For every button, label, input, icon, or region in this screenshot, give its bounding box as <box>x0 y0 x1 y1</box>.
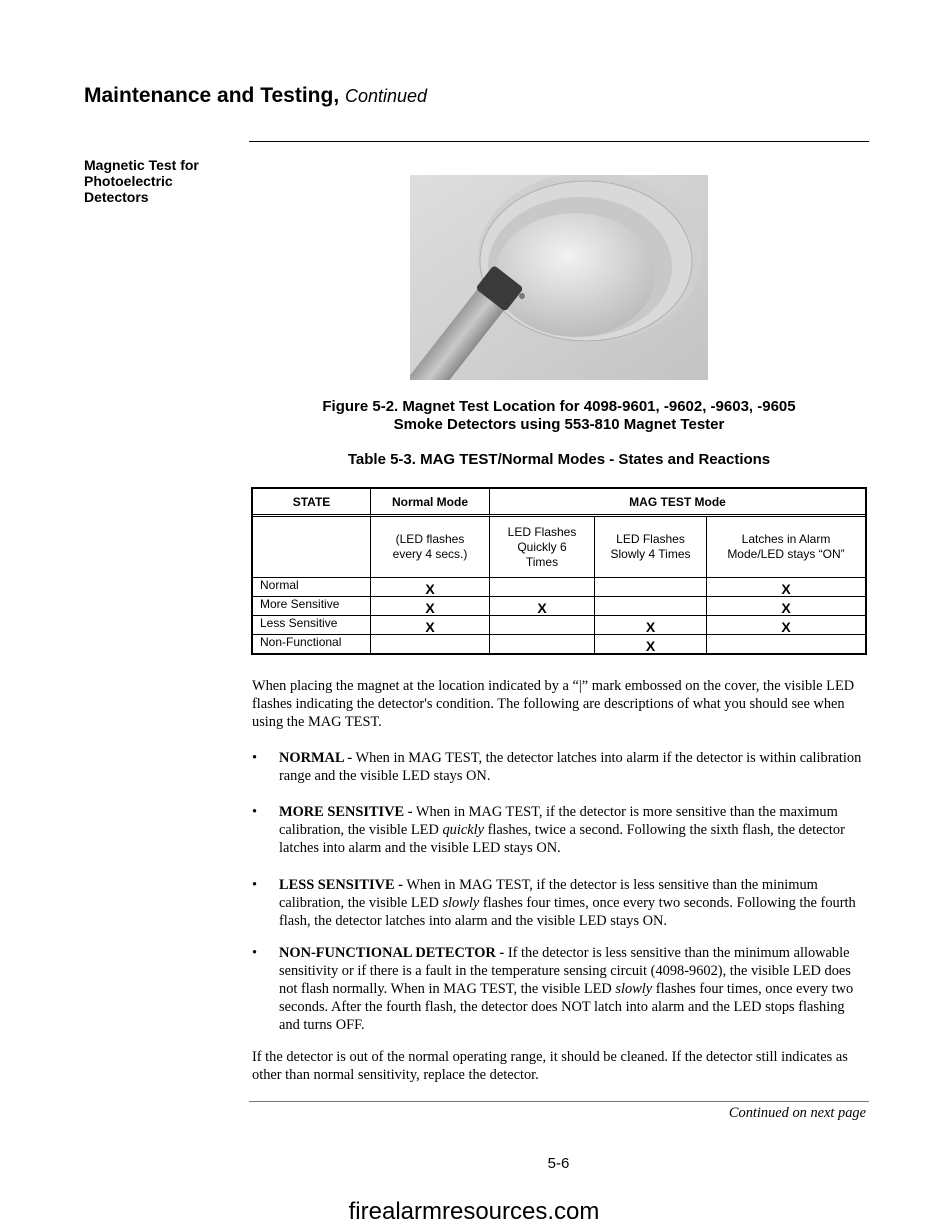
top-divider <box>249 141 869 142</box>
bullet-body: flashes, twice a second. Following the sixth flash, the detector latches into alarm and the visible LED stays ON. <box>279 822 845 856</box>
table-row <box>253 616 865 635</box>
bullet-label: NON-FUNCTIONAL DETECTOR - <box>279 945 505 961</box>
cell-latch: X <box>707 616 865 635</box>
side-heading-line: Magnetic Test for <box>84 157 199 173</box>
subheader-empty-cell <box>253 517 371 578</box>
cell-slow: X <box>595 635 707 653</box>
bullet-label: LESS SENSITIVE - <box>279 877 403 893</box>
bullet-less-sensitive <box>252 876 866 930</box>
bullet-emphasis: slowly <box>615 981 653 997</box>
cell-quick <box>490 578 595 597</box>
bullet-dot-icon: • <box>252 804 258 820</box>
cell-latch <box>707 635 865 653</box>
bullet-body: When in MAG TEST, if the detector is more sensitive than the maximum calibration, the visible LED <box>279 804 838 838</box>
bullet-label: NORMAL - <box>279 750 353 766</box>
bullet-body: When in MAG TEST, the detector latches into alarm if the detector is within calibration range and the visible LED stays ON. <box>279 750 862 784</box>
header-continued-text: Continued <box>345 86 428 106</box>
subheader-latch-alarm <box>707 517 865 578</box>
subheader-normal-led <box>371 517 490 578</box>
col-header-state: STATE <box>253 489 371 517</box>
closing-paragraph: If the detector is out of the normal operating range, it should be cleaned. If the detector still indicates as other than normal sensitivity, replace the detector. <box>252 1049 848 1083</box>
bullet-body: flashes four times, once every two seconds. Following the fourth flash, the detector latches into alarm and the visible LED stays ON. <box>279 895 856 929</box>
table-title: Table 5-3. MAG TEST/Normal Modes - States and Reactions <box>347 451 771 468</box>
table-row <box>253 578 865 597</box>
bottom-divider <box>249 1101 869 1102</box>
page-number: 5-6 <box>547 1155 570 1172</box>
smoke-detector-photo <box>410 175 708 380</box>
cell-slow <box>595 578 707 597</box>
cell-normal: X <box>371 616 490 635</box>
cell-slow <box>595 597 707 616</box>
figure-caption-line: Smoke Detectors using 553-810 Magnet Tester <box>393 416 725 433</box>
embossed-mark-symbol: | <box>578 678 582 694</box>
bullet-dot-icon: • <box>252 945 258 961</box>
row-state: Normal <box>253 578 371 597</box>
bullet-body: flashes four times, once every two seconds. After the fourth flash, the detector does NOT latch into alarm and the LED stops flashing and turns OFF. <box>279 981 854 1033</box>
row-state: Less Sensitive <box>253 616 371 635</box>
subheader-quick-flash <box>490 517 595 578</box>
bullet-dot-icon: • <box>252 750 258 766</box>
table-header-row <box>253 489 865 517</box>
header-title-text: Maintenance and Testing, <box>84 84 340 107</box>
intro-text: ” mark embossed on the cover, the visible LED flashes indicating the detector's condition. The following are descriptions of what you should see when using the MAG TEST. <box>252 678 855 730</box>
figure-caption-line: Figure 5-2. Magnet Test Location for 4098-9601, -9602, -9603, -9605 <box>322 398 796 415</box>
bullet-body: When in MAG TEST, if the detector is less sensitive than the minimum calibration, the visible LED <box>279 877 818 911</box>
subheader-line: Latches in Alarm <box>741 532 831 546</box>
subheader-line: LED Flashes <box>616 532 685 546</box>
bullet-text <box>279 803 866 857</box>
figure-caption <box>249 398 869 434</box>
col-header-normal-mode: Normal Mode <box>371 489 490 517</box>
table-row <box>253 635 865 653</box>
cell-normal: X <box>371 578 490 597</box>
col-header-mag-test-mode: MAG TEST Mode <box>490 489 865 517</box>
section-side-heading <box>84 157 234 205</box>
subheader-slow-flash <box>595 517 707 578</box>
bullet-non-functional <box>252 944 866 1034</box>
subheader-line: every 4 secs.) <box>392 547 468 561</box>
cell-slow: X <box>595 616 707 635</box>
subheader-line: Mode/LED stays “ON” <box>727 547 845 561</box>
intro-text: When placing the magnet at the location indicated by a “ <box>252 678 579 694</box>
footer-watermark-url: firealarmresources.com <box>348 1198 600 1225</box>
subheader-line: Slowly 4 Times <box>610 547 691 561</box>
states-reactions-table <box>251 487 867 655</box>
cell-normal: X <box>371 597 490 616</box>
subheader-line: LED Flashes <box>507 524 577 539</box>
subheader-line: (LED flashes <box>395 532 465 546</box>
bullet-text <box>279 944 866 1034</box>
bullet-text <box>279 749 866 785</box>
bullet-emphasis: quickly <box>442 822 485 838</box>
side-heading-line: Detectors <box>84 189 149 205</box>
row-state: Non-Functional <box>253 635 371 653</box>
table-subheader-row <box>253 517 865 578</box>
bullet-more-sensitive <box>252 803 866 857</box>
bullet-emphasis: slowly <box>442 895 480 911</box>
bullet-dot-icon: • <box>252 877 258 893</box>
table-row <box>253 597 865 616</box>
cell-quick <box>490 635 595 653</box>
cell-latch: X <box>707 578 865 597</box>
cell-quick: X <box>490 597 595 616</box>
side-heading-line: Photoelectric <box>84 173 173 189</box>
cell-latch: X <box>707 597 865 616</box>
subheader-line: Times <box>525 554 559 569</box>
bullet-normal <box>252 749 866 785</box>
cell-quick <box>490 616 595 635</box>
bullet-label: MORE SENSITIVE - <box>279 804 413 820</box>
page-header-title <box>84 84 427 108</box>
row-state: More Sensitive <box>253 597 371 616</box>
bullet-text <box>279 876 866 930</box>
intro-paragraph <box>252 677 866 731</box>
bullet-body: If the detector is less sensitive than the minimum allowable sensitivity or if there is a fault in the temperature sensing circuit (4098-9602), the visible LED does not flash normally. When in MAG TEST, the visible LED <box>279 945 851 997</box>
subheader-line: Quickly 6 <box>517 539 567 554</box>
continued-on-next-page: Continued on next page <box>728 1105 866 1121</box>
cell-normal <box>371 635 490 653</box>
